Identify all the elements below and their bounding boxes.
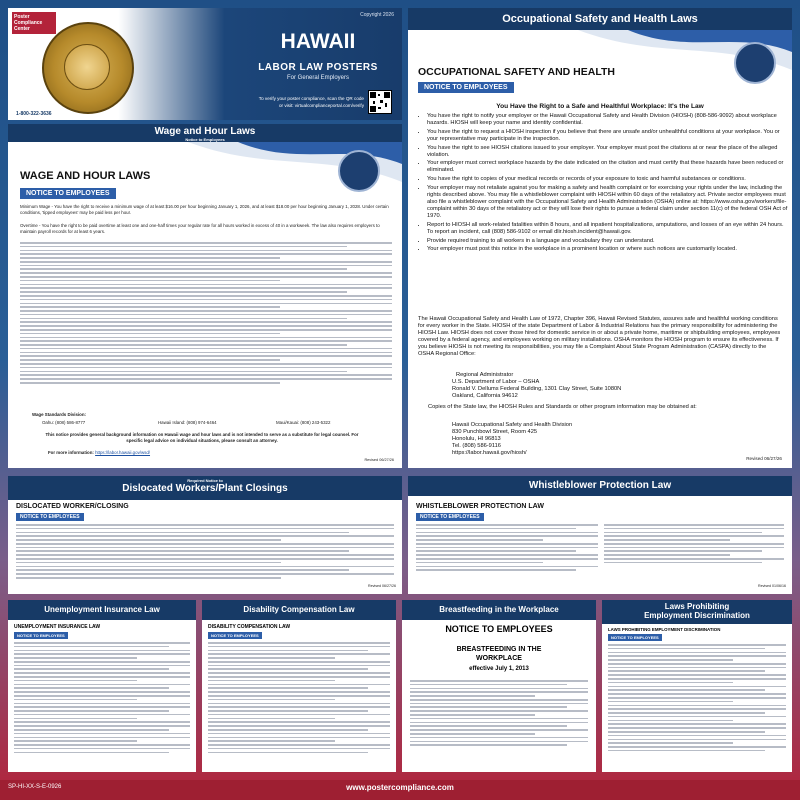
whistleblower-heading: WHISTLEBLOWER PROTECTION LAW — [416, 503, 544, 510]
wage-contact-oahu: Oahu: (808) 586-8777 — [42, 420, 86, 425]
osh-panel — [408, 8, 792, 468]
breastfeeding-body-text — [410, 680, 588, 748]
breastfeeding-heading: NOTICE TO EMPLOYEES — [445, 624, 553, 634]
whistleblower-revised: Revised 01/06/16 — [758, 584, 786, 588]
breastfeeding-panel — [402, 600, 596, 772]
wage-hour-panel — [8, 124, 402, 468]
poster-code: SP-HI-XX-S-E-0926 — [8, 784, 62, 790]
dislocated-bar — [8, 476, 402, 500]
osh-rights-title: You Have the Right to a Safe and Healthful Workplace: It's the Law — [496, 103, 704, 110]
osh-right-item: • You have the right to copies of your medical records or records of your exposure to toxic and harmful substances or conditions. — [427, 176, 791, 183]
breastfeeding-bar: Breastfeeding in the Workplace — [402, 600, 596, 620]
wage-link[interactable]: https://labor.hawaii.gov/wsd/ — [95, 450, 151, 455]
wage-more-info — [48, 450, 150, 456]
whistleblower-bar: Whistleblower Protection Law — [408, 476, 792, 496]
whistleblower-panel — [408, 476, 792, 594]
wage-contacts-title: Wage Standards Division: — [32, 412, 86, 417]
gear-emblem-icon — [734, 42, 776, 84]
discrimination-bar-line1: Laws Prohibiting — [664, 602, 730, 611]
breastfeeding-sub1: BREASTFEEDING IN THE — [456, 646, 542, 653]
state-title: HAWAII — [280, 30, 356, 53]
wage-hour-bar-title: Wage and Hour Laws — [154, 126, 256, 137]
discrimination-notice-label: NOTICE TO EMPLOYEES — [608, 634, 662, 641]
header-panel — [8, 8, 402, 120]
poster-subtitle: For General Employers — [286, 75, 350, 81]
osh-division-line: Hawaii Occupational Safety and Health Division — [452, 422, 573, 428]
dislocated-heading: DISLOCATED WORKER/CLOSING — [16, 503, 129, 510]
wage-footer-note: This notice provides general background information on Hawaii wage and hour laws and is not intended to serve as a substitute for legal counsel. For specific legal advice on individual situations, please consult an attorney. — [45, 432, 359, 443]
dislocated-notice-label: NOTICE TO EMPLOYEES — [16, 513, 84, 521]
discrimination-heading: LAWS PROHIBITING EMPLOYMENT DISCRIMINATION — [608, 627, 721, 632]
osh-right-item: • You have the right to notify your employer or the Hawaii Occupational Safety and Health Division (HIOSH) (808-586-9092) about workplace hazards. HIOSH will keep your name and identity confidential. — [427, 113, 791, 127]
osh-division-line: 830 Punchbowl Street, Room 425 — [452, 428, 538, 435]
osh-right-item: • Provide required training to all workers in a language and vocabulary they can understand. — [427, 238, 791, 245]
poster-website[interactable]: www.postercompliance.com — [346, 783, 454, 792]
osh-paragraph: The Hawaii Occupational Safety and Health Law of 1972, Chapter 396, Hawaii Revised Statutes, assures safe and healthful working conditions for every worker in the State. HIOSH of the state Department of Labor & Industrial Relations has the primary responsibility for administering the HIOSH Law. HIOSH does not cover those hired for domestic service in or about a private home, maritime or shipbuilding employees, employees covered by a federal agency, and employees working on military installations. OSHA monitors the HIOSH program to ensure its effectiveness. If you believe HIOSH is not meeting its responsibilities, you may file a Complaint About State Program Administration (CASPA) directly to the OSHA Regional Office: — [418, 316, 781, 357]
osh-regional-line: U.S. Department of Labor – OSHA — [452, 378, 540, 385]
whistleblower-body-right — [604, 524, 784, 566]
verify-text-2: or visit: virtualcomplianceportal.com/verify — [278, 103, 364, 108]
wage-para-2: Overtime - You have the right to be paid overtime at least one and one-half times your regular rate for all hours worked in excess of 40 in a workweek. The law also requires employers to maintain payroll records for at least 6 years. — [20, 223, 380, 234]
discrimination-body-text — [608, 644, 786, 754]
osh-regional-block — [452, 372, 621, 400]
wage-more-info-label: For more information: — [48, 450, 94, 455]
wage-contact-maui: Maui/Kauai: (808) 243-5322 — [276, 420, 331, 425]
osh-heading: OCCUPATIONAL SAFETY AND HEALTH — [418, 66, 615, 78]
osh-bar: Occupational Safety and Health Laws — [408, 8, 792, 30]
unemployment-bar: Unemployment Insurance Law — [8, 600, 196, 620]
discrimination-panel — [602, 600, 792, 772]
osh-right-item: • You have the right to request a HIOSH inspection if you believe that there are unsafe and/or unhealthful conditions at your workplace. You or your representative may participate in the inspection. — [427, 129, 791, 143]
discrimination-bar-line2: Employment Discrimination — [644, 611, 750, 620]
wage-hour-bar — [8, 124, 402, 142]
dislocated-body-text — [16, 524, 394, 581]
brand-badge — [12, 12, 56, 34]
wage-para-1: Minimum Wage - You have the right to receive a minimum wage of at least $16.00 per hour beginning January 1, 2026, and at least $18.00 per hour beginning January 1, 2028. Under certain conditions, 'tipped employees' may be paid less per hour. — [20, 204, 389, 215]
qr-code — [368, 90, 392, 114]
dislocated-workers-panel — [8, 476, 402, 594]
dislocated-revised: Revised 06/27/26 — [368, 584, 396, 588]
phone-number: 1-800-322-3636 — [16, 111, 52, 117]
poster-footer — [0, 780, 800, 800]
dislocated-bar-small: Required Notice to — [187, 478, 223, 483]
brand-name: Poster Compliance Center — [14, 14, 43, 32]
breastfeeding-sub2: WORKPLACE — [476, 655, 522, 662]
unemployment-body-text — [14, 642, 190, 755]
osh-right-item: • You have the right to see HIOSH citations issued to your employer. Your employer must post the citations at or near the place of the alleged violation. — [427, 145, 791, 159]
disability-notice-label: NOTICE TO EMPLOYEES — [208, 632, 262, 639]
wage-contact-hawaii: Hawaii Island: (808) 974-6464 — [158, 420, 217, 425]
unemployment-heading: UNEMPLOYMENT INSURANCE LAW — [14, 624, 101, 630]
poster-title: LABOR LAW POSTERS — [258, 62, 378, 73]
state-seal — [42, 22, 134, 114]
disability-panel — [202, 600, 396, 772]
whistleblower-body-left — [416, 524, 598, 573]
osh-division-block — [452, 422, 572, 457]
osh-regional-line: Oakland, California 94612 — [452, 392, 518, 399]
wage-body-text — [20, 242, 392, 386]
osh-revised: Revised 06/27/26 — [746, 456, 782, 461]
whistleblower-notice-label: NOTICE TO EMPLOYEES — [416, 513, 484, 521]
breastfeeding-effective: effective July 1, 2013 — [469, 666, 529, 672]
osh-right-item: • Your employer may not retaliate against you for making a safety and health complaint or for exercising your rights under the law, including the rights described above. You may file a whistleblower complaint with HIOSH within 60 days of the retaliatory act. Private sector employees must also file a whistleblower complaint with the Occupational Safety and Health Administration (OSHA) online at: https://www.osha.gov/workers/file-complaint within 30 days of the retaliatory act or they will lose their rights to pursue a federal claim under section 11(c) of the federal OSH Act of 1970. — [427, 185, 791, 220]
unemployment-notice-label: NOTICE TO EMPLOYEES — [14, 632, 68, 639]
osh-regional-line: Ronald V. Dellums Federal Building, 1301 Clay Street, Suite 1080N — [452, 385, 622, 392]
verify-text-1: To verify your poster compliance, scan the QR code — [258, 96, 364, 101]
wage-revised: Revised 06/27/26 — [364, 458, 394, 462]
osh-notice-label: NOTICE TO EMPLOYEES — [418, 82, 514, 93]
disability-body-text — [208, 642, 390, 755]
osh-copies-line: Copies of the State law, the HIOSH Rules and Standards or other program information may be obtained at: — [428, 404, 697, 410]
dislocated-bar-title: Dislocated Workers/Plant Closings — [122, 483, 288, 494]
disability-heading: DISABILITY COMPENSATION LAW — [208, 624, 291, 630]
disability-bar: Disability Compensation Law — [202, 600, 396, 620]
copyright-text: Copyright 2026 — [360, 12, 394, 18]
osh-right-item: • Your employer must correct workplace hazards by the date indicated on the citation and must certify that these hazards have been reduced or eliminated. — [427, 160, 791, 174]
osh-right-item: • Report to HIOSH all work-related fatalities within 8 hours, and all inpatient hospitalizations, amputations, and losses of an eye within 24 hours. To report an incident, call (808) 586-9102 or email dlir.hiosh.incident@hawaii.gov. — [427, 222, 791, 236]
discrimination-bar — [602, 600, 792, 624]
osh-division-line: Honolulu, HI 96813 — [452, 435, 501, 442]
gear-emblem-icon — [338, 150, 380, 192]
osh-regional-title: Regional Administrator — [456, 372, 514, 378]
wage-notice-label: NOTICE TO EMPLOYEES — [20, 188, 116, 199]
osh-division-line: Tel. (808) 586-9116 — [452, 442, 501, 449]
wage-hour-heading: WAGE AND HOUR LAWS — [20, 170, 151, 182]
osh-division-link[interactable]: https://labor.hawaii.gov/hiosh/ — [452, 449, 527, 456]
unemployment-panel — [8, 600, 196, 772]
wage-hour-bar-sub: Notice to Employees — [185, 137, 225, 142]
osh-rights-list — [418, 113, 791, 255]
osh-right-item: • Your employer must post this notice in the workplace in a prominent location or where such notices are customarily located. — [427, 246, 791, 253]
